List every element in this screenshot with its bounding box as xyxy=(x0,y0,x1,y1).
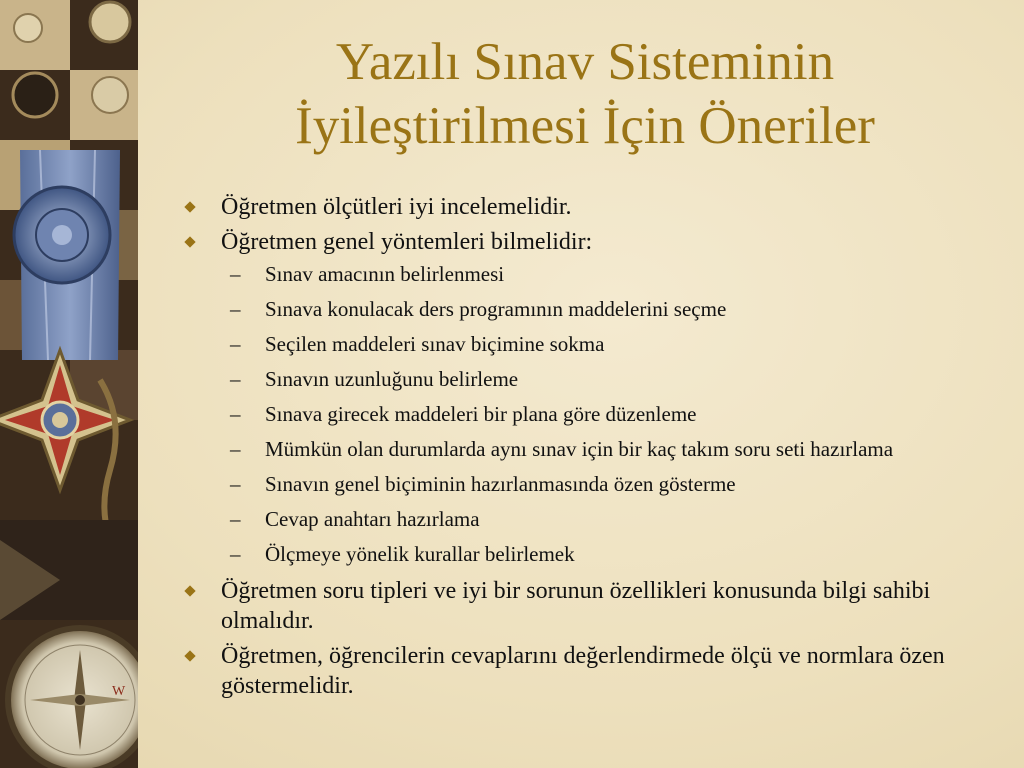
sub-bullet-text: Ölçmeye yönelik kurallar belirlemek xyxy=(265,542,575,566)
sub-bullet-item xyxy=(180,541,1000,568)
sub-bullet-item xyxy=(180,471,1000,498)
sub-bullet-text: Cevap anahtarı hazırlama xyxy=(265,507,480,531)
sub-bullet-text: Sınava konulacak ders programının maddelerini seçme xyxy=(265,297,727,321)
sub-bullet-item xyxy=(180,436,1000,463)
bullet-item xyxy=(180,227,1000,257)
sub-bullet-text: Sınavın uzunluğunu belirleme xyxy=(265,367,519,391)
medal-collage-image xyxy=(0,0,138,768)
bullet-item xyxy=(180,641,1000,701)
dash-marker: – xyxy=(230,507,241,531)
diamond-bullet-icon xyxy=(184,236,195,247)
dash-marker: – xyxy=(230,542,241,566)
diamond-bullet-icon xyxy=(184,585,195,596)
dash-marker: – xyxy=(230,472,241,496)
sub-bullet-item xyxy=(180,401,1000,428)
sub-bullet-item xyxy=(180,331,1000,358)
sub-bullet-item xyxy=(180,296,1000,323)
sub-bullet-item xyxy=(180,506,1000,533)
bullet-item xyxy=(180,576,1000,636)
sub-bullet-text: Sınav amacının belirlenmesi xyxy=(265,262,505,286)
svg-text:W: W xyxy=(112,684,126,699)
bullet-item xyxy=(180,192,1000,222)
sub-bullet-text: Sınava girecek maddeleri bir plana göre düzenleme xyxy=(265,402,697,426)
title-line-2: İyileştirilmesi İçin Öneriler xyxy=(295,97,875,155)
bullet-text: Öğretmen soru tipleri ve iyi bir sorunun özellikleri konusunda bilgi sahibi olmalıdır. xyxy=(221,578,931,634)
dash-marker: – xyxy=(230,332,241,356)
title-line-1: Yazılı Sınav Sisteminin xyxy=(335,33,835,91)
diamond-bullet-icon xyxy=(184,650,195,661)
dash-marker: – xyxy=(230,437,241,461)
bullet-text: Öğretmen, öğrencilerin cevaplarını değerlendirmede ölçü ve normlara özen göstermelidir. xyxy=(221,643,945,699)
sub-bullet-list xyxy=(180,261,1000,568)
diamond-bullet-icon xyxy=(184,201,195,212)
dash-marker: – xyxy=(230,262,241,286)
dash-marker: – xyxy=(230,297,241,321)
decorative-medal-strip xyxy=(0,0,138,768)
bullet-text: Öğretmen ölçütleri iyi incelemelidir. xyxy=(221,194,572,220)
dash-marker: – xyxy=(230,367,241,391)
dash-marker: – xyxy=(230,402,241,426)
bullet-text: Öğretmen genel yöntemleri bilmelidir: xyxy=(221,229,593,255)
slide-title xyxy=(160,30,1010,158)
sub-bullet-item xyxy=(180,366,1000,393)
sub-bullet-item xyxy=(180,261,1000,288)
sub-bullet-text: Sınavın genel biçiminin hazırlanmasında özen gösterme xyxy=(265,472,736,496)
sub-bullet-text: Seçilen maddeleri sınav biçimine sokma xyxy=(265,332,605,356)
bullet-list xyxy=(180,192,1000,706)
sub-bullet-text: Mümkün olan durumlarda aynı sınav için bir kaç takım soru seti hazırlama xyxy=(265,437,894,461)
